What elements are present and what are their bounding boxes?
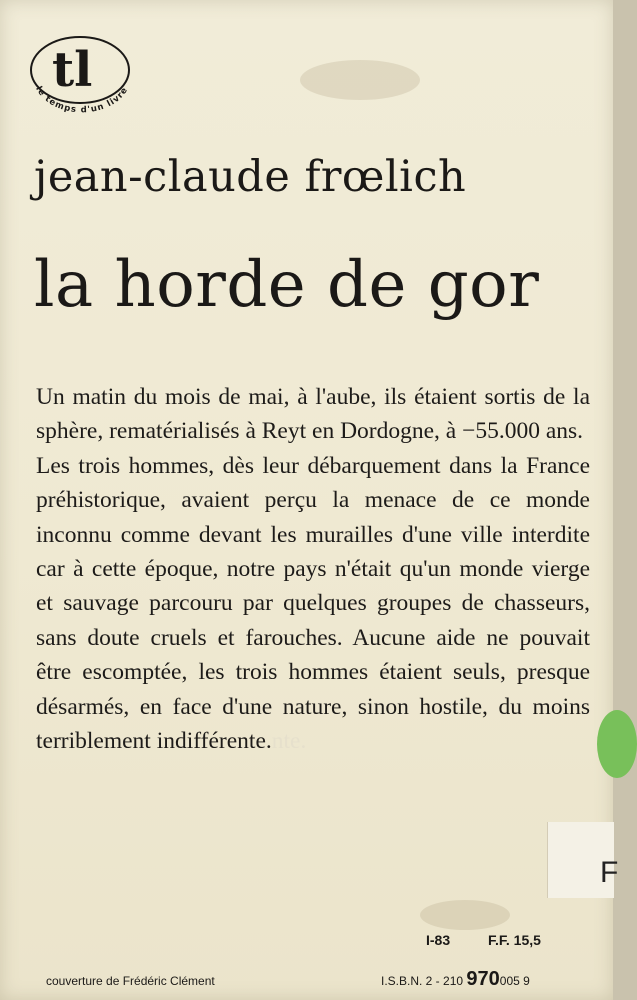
book-title: la horde de gor <box>34 248 540 322</box>
isbn-prefix: I.S.B.N. 2 - 210 <box>381 974 464 988</box>
price-label-scrap <box>547 822 619 898</box>
paper-stain <box>420 900 510 930</box>
blurb-paragraph-2 <box>36 449 590 759</box>
cover-credit: couverture de Frédéric Clément <box>46 974 215 988</box>
publisher-logo-icon <box>22 28 140 114</box>
green-sticker <box>597 710 637 778</box>
blurb-paragraph-2-visible: Les trois hommes, dès leur débarquement dans la France préhistorique, avaient perçu la menace de ce monde inconnu comme devant les murailles d'une ville interdite car à cette époque, notre pays n'était qu'un monde vierge et sauvage parcouru par quelques groupes de chasseurs, sans doute cruels et farouches. Aucune aide ne pouvait être escomptée, les trois hommes étaient seuls, presque désarmés, en face d'une nature, sinon hostile, du moins terriblement indifférente. <box>36 452 590 755</box>
blurb-text <box>36 380 590 758</box>
isbn-bold: 970 <box>466 968 500 990</box>
blurb-paragraph-1: Un matin du mois de mai, à l'aube, ils étaient sortis de la sphère, rematérialisés à Reyt en Dordogne, à −55.000 ans. <box>36 384 590 445</box>
author-name: jean-claude frœlich <box>34 152 467 202</box>
blurb-paragraph-2-faded: nte. <box>271 728 307 755</box>
publisher-logo <box>22 28 140 114</box>
label-letter: F <box>600 856 619 889</box>
logo-mark: tl <box>52 42 93 98</box>
paper-stain <box>300 60 420 100</box>
isbn-suffix: 005 9 <box>499 974 530 988</box>
logo-ring-text: le temps d'un livre <box>33 84 131 114</box>
isbn <box>381 968 530 991</box>
catalog-code: I-83 <box>426 932 451 948</box>
price: F.F. 15,5 <box>488 932 541 948</box>
